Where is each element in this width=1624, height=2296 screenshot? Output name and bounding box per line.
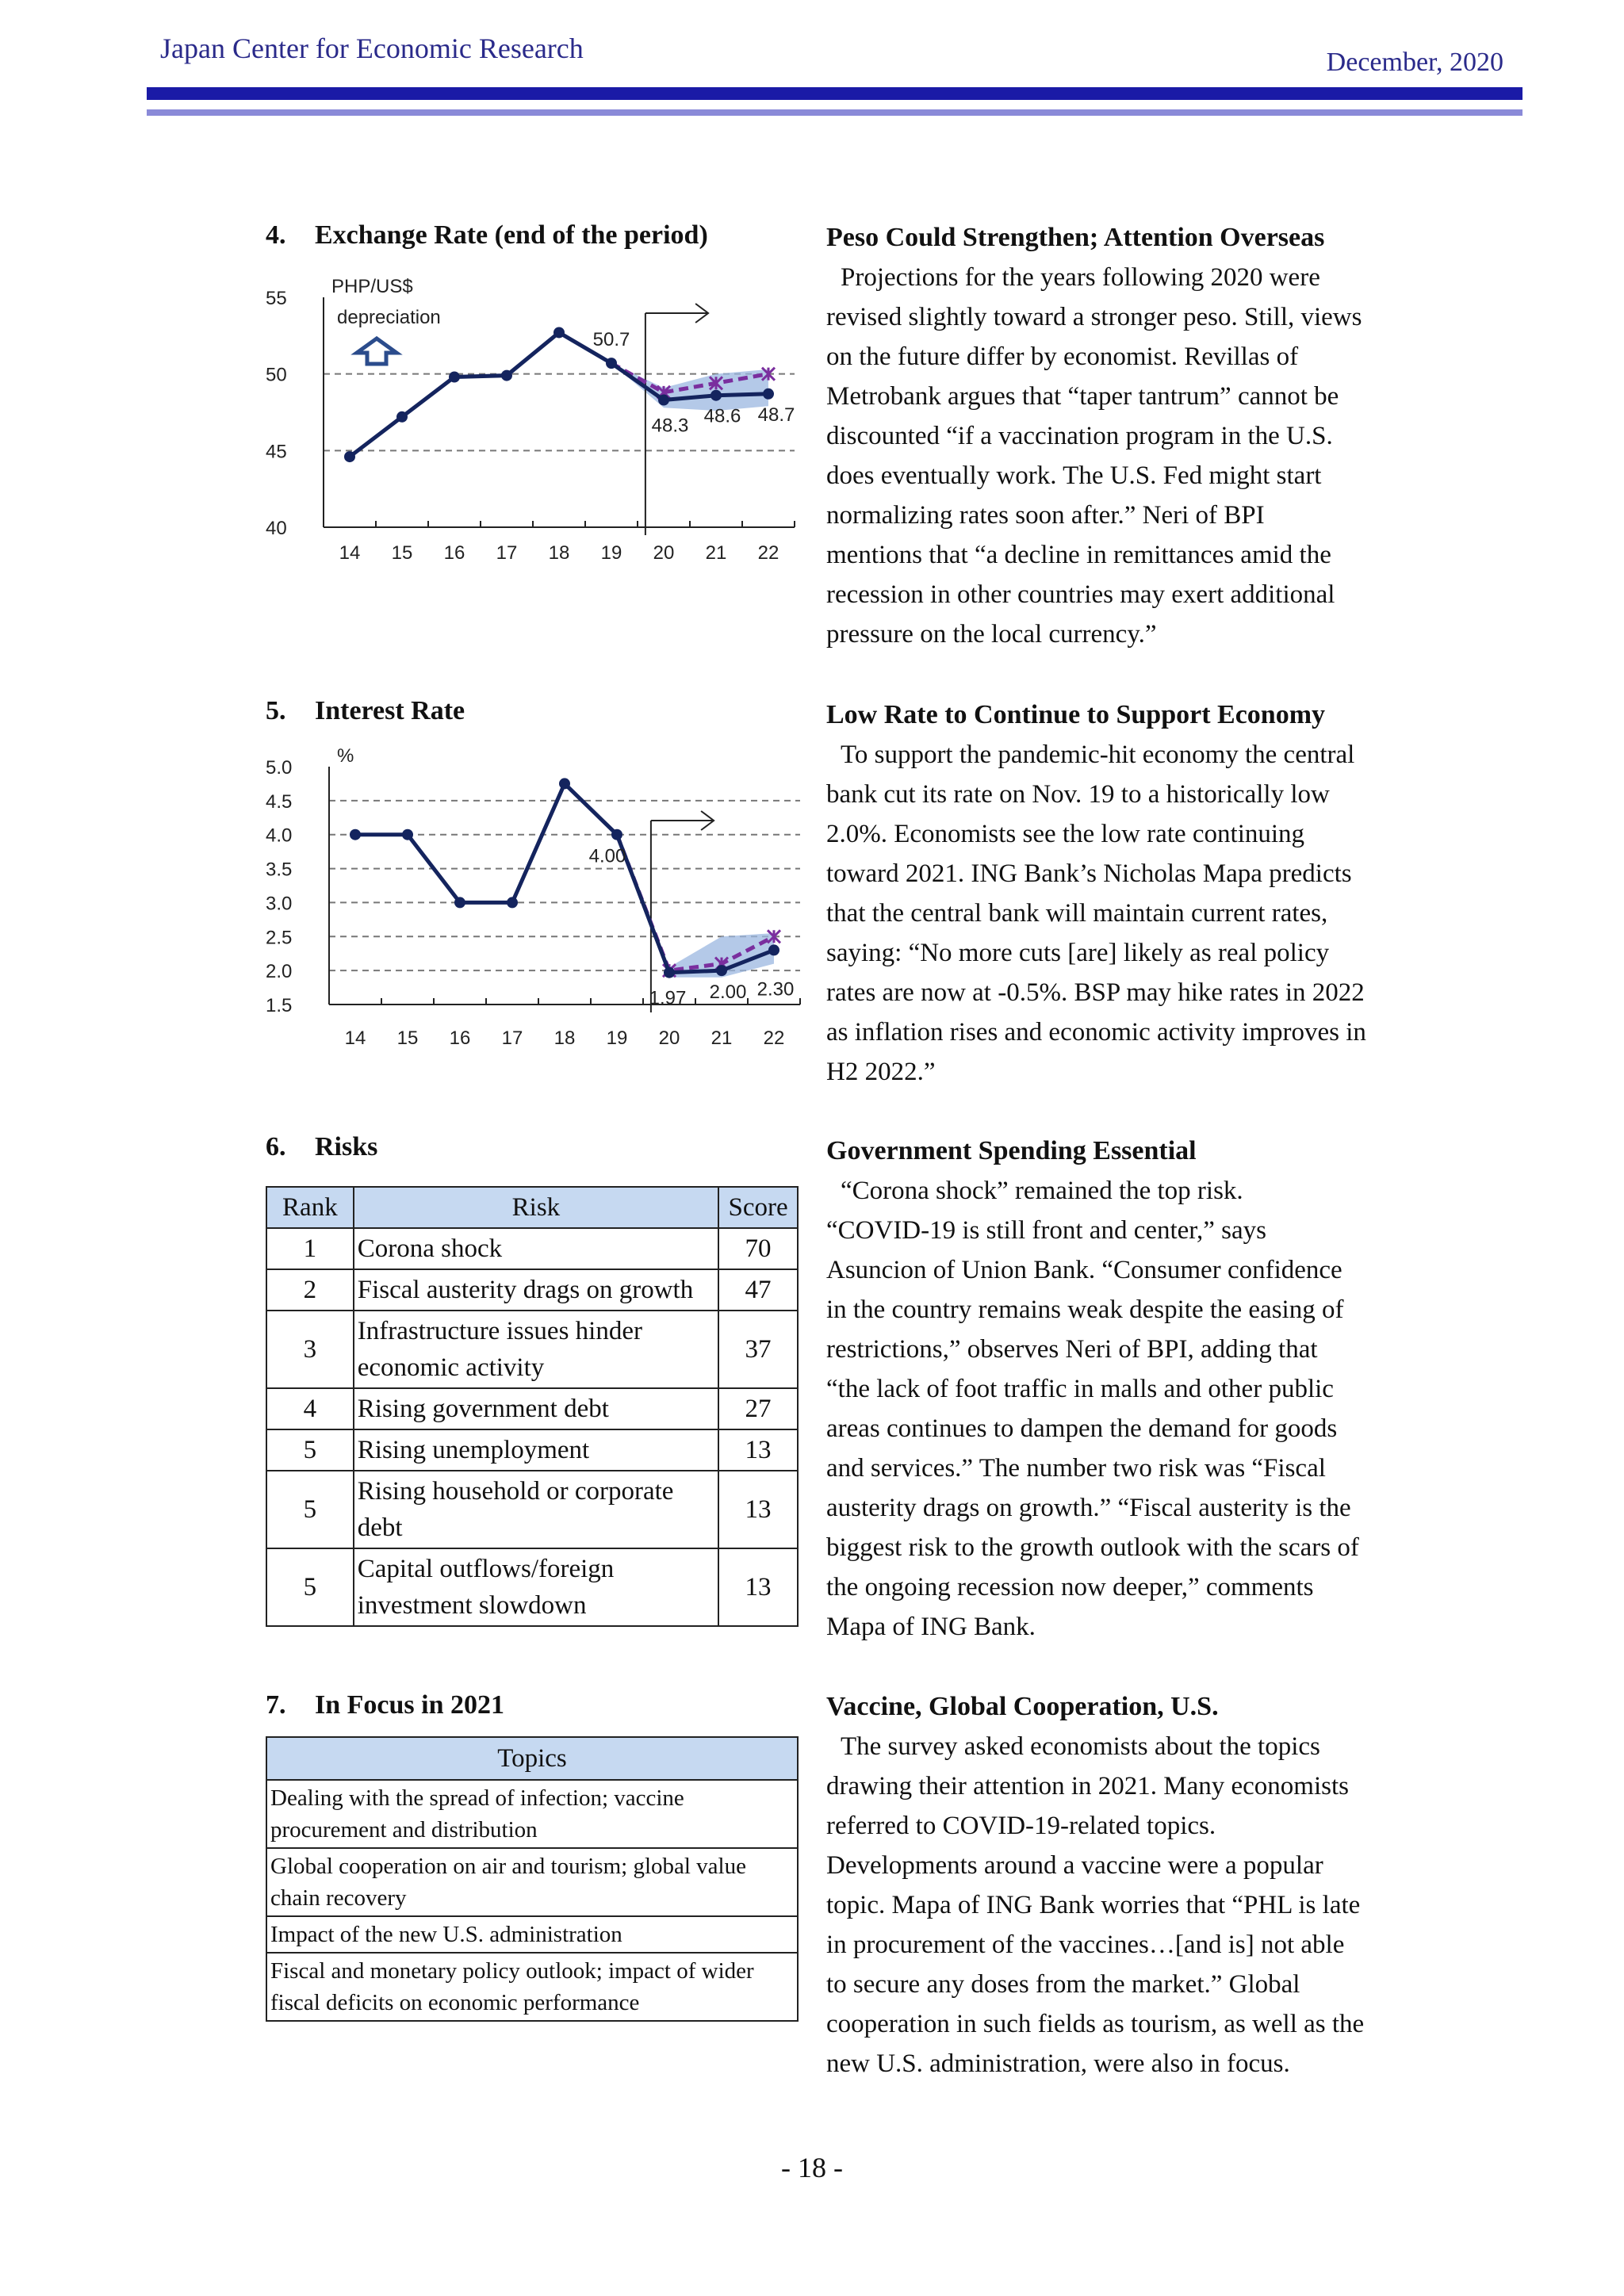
table-row [266,1311,798,1388]
article-line: The survey asked economists about the topics [841,1732,1320,1761]
series-main-point [449,372,460,383]
section-number-focus: 7. [266,1690,286,1720]
risk-name: Rising household or corporate debt [354,1471,718,1548]
series-main-point [611,829,622,840]
header-rule-dark [147,87,1522,100]
risk-rank: 1 [266,1228,354,1269]
risk-rank: 2 [266,1269,354,1311]
unit-label: PHP/US$ [331,276,413,297]
article-line: restrictions,” observes Neri of BPI, adding that [826,1335,1318,1364]
article-line: Asuncion of Union Bank. “Consumer confidence [826,1256,1342,1284]
risk-name: Fiscal austerity drags on growth [354,1269,718,1311]
table-row [266,1269,798,1311]
data-label: 48.7 [757,404,795,426]
article-line: austerity drags on growth.” “Fiscal austerity is the [826,1494,1351,1522]
series-main-point [710,390,722,401]
article-line: drawing their attention in 2021. Many economists [826,1772,1349,1800]
issue-date: December, 2020 [1326,48,1503,77]
article-line: normalizing rates soon after.” Neri of BPI [826,501,1265,530]
article-line: Projections for the years following 2020 were [841,263,1320,292]
article-line: “Corona shock” remained the top risk. [841,1177,1243,1205]
risks-table [266,1186,799,1627]
series-main-point [664,967,675,978]
article-line: to secure any doses from the market.” Global [826,1970,1300,1999]
article-line: new U.S. administration, were also in focus. [826,2049,1290,2078]
section-title-risks: Risks [315,1132,378,1161]
table-row [266,1953,798,2021]
y-tick-label: 2.0 [266,961,293,983]
y-tick-label: 45 [266,441,287,463]
y-tick-label: 2.5 [266,927,293,949]
table-row [266,1548,798,1626]
article-line: and services.” The number two risk was “Fiscal [826,1454,1326,1483]
series-main-point [716,965,727,976]
y-tick-label: 1.5 [266,995,293,1016]
article-line: mentions that “a decline in remittances amid the [826,541,1331,569]
data-label: 50.7 [592,329,630,351]
article-line: referred to COVID-19-related topics. [826,1812,1216,1840]
section-title-interest: Interest Rate [315,696,465,725]
article-peso [826,218,1429,654]
topic-cell: Fiscal and monetary policy outlook; impact of wider fiscal deficits on economic performance [266,1953,798,2021]
x-tick-label: 15 [396,1027,419,1049]
series-main-point [768,944,779,955]
y-tick-label: 5.0 [266,757,293,779]
series-main-point [454,897,465,908]
y-tick-label: 4.5 [266,790,293,813]
table-row [266,1780,798,1848]
x-tick-label: 18 [553,1027,576,1049]
article-line: rates are now at -0.5%. BSP may hike rates in 2022 [826,978,1365,1007]
x-tick-label: 20 [658,1027,680,1049]
article-heading: Vaccine, Global Cooperation, U.S. [826,1692,1219,1721]
header-rule-light [147,109,1522,116]
article-heading: Peso Could Strengthen; Attention Overseas [826,223,1325,252]
exchange-rate-chart [254,266,809,587]
article-line: discounted “if a vaccination program in the U.S. [826,422,1333,450]
article-line: in procurement of the vaccines…[and is] not able [826,1931,1345,1959]
x-tick-label: 20 [653,542,675,564]
topics-header: Topics [266,1737,798,1780]
table-row [266,1471,798,1548]
section-number-exchange: 4. [266,220,286,250]
x-tick-label: 18 [548,542,570,564]
article-line: topic. Mapa of ING Bank worries that “PHL is late [826,1891,1361,1919]
risk-name: Infrastructure issues hinder economic activity [354,1311,718,1388]
data-label: 2.00 [709,982,747,1004]
series-main-point [763,388,774,400]
series-main-point [553,327,565,338]
article-heading: Low Rate to Continue to Support Economy [826,700,1326,729]
series-main-point [350,829,361,840]
article-line: “the lack of foot traffic in malls and other public [826,1375,1334,1403]
risk-rank: 5 [266,1548,354,1626]
article-line: Metrobank argues that “taper tantrum” cannot be [826,382,1339,411]
section-number-risks: 6. [266,1132,286,1161]
x-tick-label: 21 [705,542,727,564]
series-main-point [501,370,512,381]
series-main-line [350,332,768,457]
table-row [266,1228,798,1269]
topic-cell: Impact of the new U.S. administration [266,1916,798,1953]
risk-name: Rising unemployment [354,1429,718,1471]
risk-score: 47 [718,1269,798,1311]
x-tick-label: 21 [710,1027,733,1049]
data-label: 2.30 [756,978,795,1001]
series-main-point [396,411,408,423]
x-tick-label: 16 [449,1027,471,1049]
risk-name: Rising government debt [354,1388,718,1429]
section-title-focus: In Focus in 2021 [315,1690,504,1720]
series-main-point [606,358,617,369]
series-main-point [402,829,413,840]
risks-header-rank: Rank [266,1187,354,1228]
article-line: biggest risk to the growth outlook with the scars of [826,1533,1359,1562]
table-row [266,1848,798,1916]
article-line: bank cut its rate on Nov. 19 to a historically low [826,780,1330,809]
x-tick-label: 17 [496,542,518,564]
y-tick-label: 3.0 [266,893,293,915]
table-row [266,1388,798,1429]
article-line: To support the pandemic-hit economy the central [841,740,1355,769]
section-title-exchange: Exchange Rate (end of the period) [315,220,708,250]
x-tick-label: 15 [391,542,413,564]
topics-table [266,1736,799,2022]
article-line: H2 2022.” [826,1058,936,1086]
article-line: does eventually work. The U.S. Fed might start [826,461,1322,490]
table-row [266,1916,798,1953]
article-line: areas continues to dampen the demand for goods [826,1414,1338,1443]
risks-header-score: Score [718,1187,798,1228]
x-tick-label: 17 [501,1027,523,1049]
topic-cell: Global cooperation on air and tourism; global value chain recovery [266,1848,798,1916]
series-main-point [658,395,669,406]
page-number: - 18 - [781,2152,843,2183]
unit-label: % [337,745,354,767]
article-line: revised slightly toward a stronger peso. Still, views [826,303,1362,331]
article-line: the ongoing recession now deeper,” comments [826,1573,1314,1601]
x-tick-label: 14 [339,542,361,564]
article-line: in the country remains weak despite the easing of [826,1295,1344,1324]
article-line: that the central bank will maintain current rates, [826,899,1328,928]
series-main-point [559,778,570,789]
x-tick-label: 16 [443,542,465,564]
series-main-point [344,451,355,462]
article-line: toward 2021. ING Bank’s Nicholas Mapa predicts [826,859,1352,888]
article-line: cooperation in such fields as tourism, as well as the [826,2010,1365,2038]
risk-score: 27 [718,1388,798,1429]
x-tick-label: 19 [600,542,622,564]
y-tick-label: 40 [266,518,287,539]
risk-name: Corona shock [354,1228,718,1269]
y-tick-label: 55 [266,288,287,309]
x-tick-label: 22 [763,1027,785,1049]
up-arrow-icon [357,339,396,364]
article-line: pressure on the local currency.” [826,620,1157,649]
article-line: “COVID-19 is still front and center,” says [826,1216,1266,1245]
risk-rank: 3 [266,1311,354,1388]
data-label: 4.00 [588,845,626,867]
publisher-name: Japan Center for Economic Research [160,33,584,64]
article-line: recession in other countries may exert additional [826,580,1335,609]
interest-rate-chart [254,741,809,1049]
topic-cell: Dealing with the spread of infection; vaccine procurement and distribution [266,1780,798,1848]
article-line: saying: “No more cuts [are] likely as real policy [826,939,1330,967]
x-tick-label: 14 [344,1027,366,1049]
x-tick-label: 22 [757,542,779,564]
y-tick-label: 3.5 [266,859,293,881]
article-heading: Government Spending Essential [826,1136,1197,1165]
risks-header-risk: Risk [354,1187,718,1228]
risk-score: 13 [718,1471,798,1548]
depreciation-label: depreciation [337,307,441,328]
x-tick-label: 19 [606,1027,628,1049]
risk-rank: 4 [266,1388,354,1429]
article-line: Mapa of ING Bank. [826,1613,1036,1641]
risk-score: 70 [718,1228,798,1269]
risk-score: 13 [718,1429,798,1471]
risk-rank: 5 [266,1429,354,1471]
series-main-point [507,897,518,908]
table-row [266,1429,798,1471]
risk-rank: 5 [266,1471,354,1548]
article-vaccine [826,1687,1429,2084]
risk-name: Capital outflows/foreign investment slowdown [354,1548,718,1626]
article-line: 2.0%. Economists see the low rate continuing [826,820,1305,848]
data-label: 1.97 [649,987,687,1009]
article-line: as inflation rises and economic activity improves in [826,1018,1366,1047]
forecast-band [617,835,774,978]
risk-score: 13 [718,1548,798,1626]
section-number-interest: 5. [266,696,286,725]
risk-score: 37 [718,1311,798,1388]
article-government-spending [826,1131,1429,1647]
article-low-rate [826,695,1429,1092]
article-line: Developments around a vaccine were a popular [826,1851,1323,1880]
data-label: 48.6 [703,405,741,427]
y-tick-label: 4.0 [266,825,293,847]
article-line: on the future differ by economist. Revillas of [826,342,1299,371]
forecast-band [611,363,768,411]
data-label: 48.3 [651,415,689,437]
y-tick-label: 50 [266,364,287,386]
